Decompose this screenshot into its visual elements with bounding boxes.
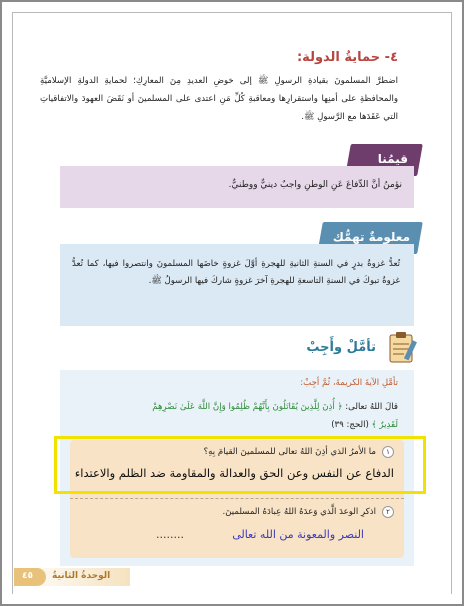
question-1-number: ١ xyxy=(382,446,394,458)
footer-unit-title: الوحدةُ الثانيةُ xyxy=(52,571,111,581)
reflect-title: تأمَّلْ وأَجِبْ xyxy=(306,340,376,355)
verse-line-1 xyxy=(72,402,398,412)
info-label: معلومةٌ تهمُّك xyxy=(332,230,410,244)
section-paragraph: اضطرَّ المسلمونَ بقيادةِ الرسولِ ﷺ إلى خوضِ العديدِ مِنَ المعارِكِ؛ لحمايةِ الدولةِ الإسلاميَّةِ والمحافظةِ على أمنِها واستقرارِها ومعاقبةِ كُلِّ مَنِ اعتدى على المسلمينَ أو نَقَضَ العهودَ والاتفاقياتِ التي عَقَدَها مع الرَّسولِ ﷺ. xyxy=(40,76,398,122)
question-2-text: اذكرِ الوعدَ الَّذي وَعدَهُ اللهُ عِبادَهُ المسلمينَ. xyxy=(222,507,376,517)
question-1-text: ما الأمرُ الذي أذِنَ اللهُ تعالى للمسلمينَ القيامَ بِهِ؟ xyxy=(203,447,376,457)
page-border-right xyxy=(451,12,452,594)
page-border-left xyxy=(12,12,13,594)
reflect-instruction: تأمَّلِ الآيةَ الكريمةَ، ثُمَّ أجِبْ: xyxy=(300,378,398,388)
verse-reference: (الحج: ٣٩) xyxy=(331,420,369,430)
page-border-top xyxy=(12,12,452,13)
verse-text: ﴿ أُذِنَ لِلَّذِينَ يُقَاتَلُونَ بِأَنَّهُمْ ظُلِمُوا وَإِنَّ اللَّهَ عَلَىٰ نَصْرِهِمْ xyxy=(152,402,343,412)
info-text: تُعدُّ غزوةُ بدرٍ في السنةِ الثانيةِ للهجرةِ أوَّلَ غزوةٍ خاضَها المسلمونَ وانتصروا فيها، كما تُعدُّ غزوةُ تبوكَ في السنةِ التاسعةِ للهجرةِ آخرَ غزوةٍ شاركَ فيها الرسولُ ﷺ. xyxy=(72,259,400,286)
answer-2-dots: ........ xyxy=(156,528,184,541)
footer-page-number: ٤٥ xyxy=(22,571,33,581)
section-title: ٤- حمايةُ الدولة: xyxy=(296,50,398,65)
answer-1-text[interactable]: الدفاع عن النفس وعن الحق والعدالة والمقاومة ضد الظلم والاعتداء xyxy=(74,466,394,480)
verse-line-2 xyxy=(331,420,398,430)
answer-highlight-box xyxy=(54,436,426,494)
question-2-number: ٢ xyxy=(382,506,394,518)
verse-end: لَقَدِيرٌ ﴾ xyxy=(371,420,398,430)
values-text: نؤمنُ أنَّ الدِّفاعَ عَنِ الوطنِ واجبٌ دينيٌّ ووطنيٌّ. xyxy=(228,180,402,190)
clipboard-pencil-icon xyxy=(384,330,420,366)
answer-2-text[interactable]: النصر والمعونة من الله تعالى xyxy=(232,528,364,541)
verse-intro: قالَ اللهُ تعالى: xyxy=(345,402,398,412)
questions-divider xyxy=(70,498,404,499)
values-label: قيمُنا xyxy=(377,152,408,166)
